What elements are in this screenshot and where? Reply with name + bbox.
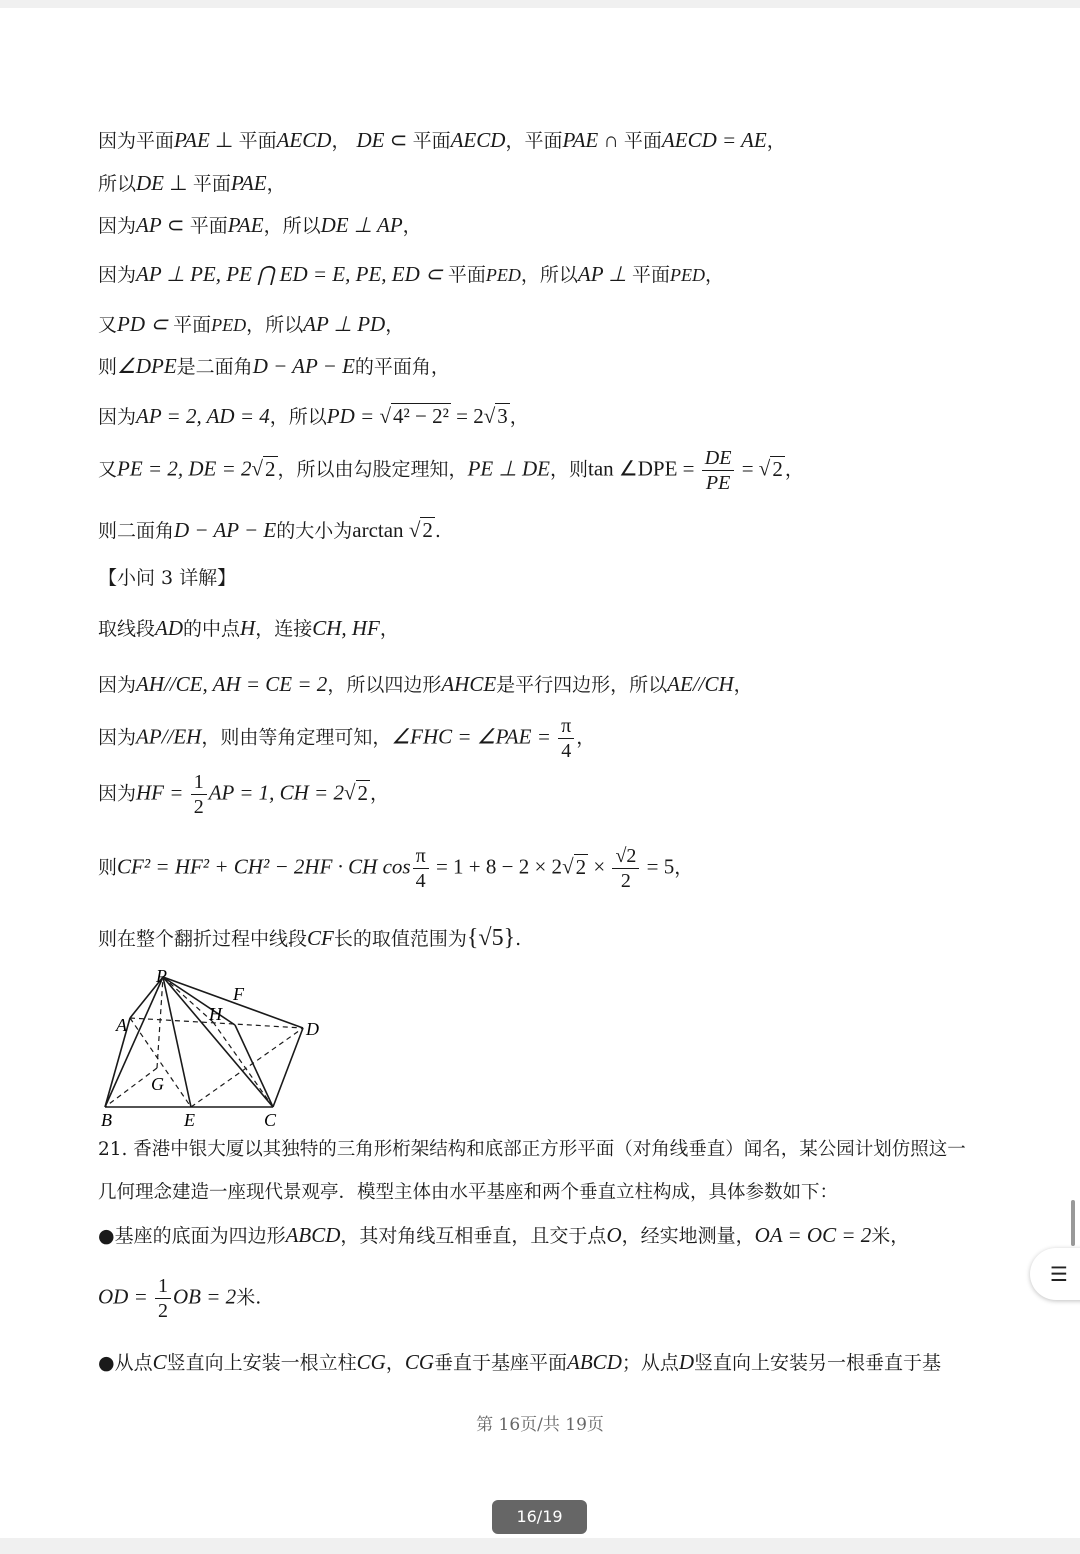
menu-button[interactable] — [1030, 1248, 1080, 1300]
text-line-6: 则∠DPE是二面角D − AP − E的平面角， — [98, 354, 450, 378]
text-line-8: 又PE = 2, DE = 2√2 ，所以由勾股定理知，PE ⊥ DE，则tan ∠DPE = $\frac{DE}{PE}$ = √2 ， — [98, 447, 804, 494]
label-G: G — [151, 1074, 164, 1094]
text-line-14: 因为HF = $\frac{1}{2}$ AP = 1, CH = 2√2 ， — [98, 771, 390, 818]
text-line-16: 则在整个翻折过程中线段CF长的取值范围为{√5}. — [98, 925, 522, 951]
problem-21-line-5: ●从点C竖直向上安装一根立柱CG，CG垂直于基座平面ABCD；从点D竖直向上安装另一根垂直于基 — [98, 1350, 942, 1374]
text-line-15: 则CF² = HF² + CH² − 2HF · CH cos $\frac{\pi}{4}$ = 1 + 8 − 2 × 2√2 × $\frac{√2}{2}$ = 5， — [98, 845, 694, 892]
text-line-11: 取线段AD的中点H，连接CH, HF， — [98, 616, 399, 640]
text-line-3: 因为AP ⊂ 平面PAE，所以DE ⊥ AP， — [98, 213, 422, 237]
label-E: E — [184, 1110, 195, 1130]
text-line-4: 因为AP ⊥ PE, PE ⋂ ED = E, PE, ED ⊂ 平面PED，所以AP ⊥ 平面PED， — [98, 262, 724, 286]
fraction-sqrt2-2: $\frac{√2}{2}$ — [612, 844, 639, 893]
text-line-2: 所以DE ⊥ 平面PAE， — [98, 171, 286, 195]
problem-21-line-2: 几何理念建造一座现代景观亭．模型主体由水平基座和两个垂直立柱构成，具体参数如下： — [98, 1182, 839, 1203]
page-footer: 第 16页/共 19页 — [476, 1415, 604, 1435]
top-strip — [0, 0, 1080, 8]
text-line-7: 因为AP = 2, AD = 4，所以PD = √4² − 2² = 2√3 ， — [98, 404, 529, 428]
page-indicator-badge: 16/19 — [492, 1500, 587, 1534]
fraction-1-2: $\frac{1}{2}$ — [191, 770, 207, 819]
fraction-pi-4-b: $\frac{\pi}{4}$ — [413, 844, 429, 893]
label-C: C — [264, 1110, 277, 1130]
label-D: D — [306, 1019, 319, 1039]
text-line-9: 则二面角D − AP − E的大小为arctan √2 . — [98, 518, 441, 542]
geometry-figure — [95, 960, 335, 1130]
menu-icon: ☰ — [1050, 1262, 1068, 1286]
fraction-1-2-b: $\frac{1}{2}$ — [155, 1274, 171, 1323]
label-B: B — [101, 1110, 112, 1130]
label-F: F — [233, 984, 244, 1004]
text-line-12: 因为AH//CE, AH = CE = 2，所以四边形AHCE是平行四边形，所以AE//CH， — [98, 672, 753, 696]
text-line-5: 又PD ⊂ 平面PED，所以AP ⊥ PD， — [98, 312, 405, 336]
label-P: P — [156, 966, 167, 986]
section-heading: 【小问 3 详解】 — [98, 567, 237, 589]
text-line-13: 因为AP//EH，则由等角定理可知，∠FHC = ∠PAE = $\frac{\pi}{4}$ ， — [98, 715, 596, 762]
label-A: A — [116, 1015, 127, 1035]
document-page — [0, 8, 1080, 1538]
problem-21-line-1: 21. 香港中银大厦以其独特的三角形桁架结构和底部正方形平面（对角线垂直）闻名，某公园计划仿照这一 — [98, 1139, 966, 1160]
fraction-pi-4: $\frac{\pi}{4}$ — [558, 714, 574, 763]
text-line-1: 因为平面PAE ⊥ 平面AECD， DE ⊂ 平面AECD，平面PAE ∩ 平面AECD = AE， — [98, 128, 786, 152]
problem-21-line-3: ●基座的底面为四边形ABCD，其对角线互相垂直，且交于点O，经实地测量，OA = OC = 2米， — [98, 1223, 910, 1247]
problem-21-line-4: OD = $\frac{1}{2}$ OB = 2米. — [98, 1275, 262, 1322]
label-H: H — [209, 1004, 222, 1024]
fraction-de-pe: $\frac{DE}{PE}$ — [702, 446, 735, 495]
scrollbar-thumb[interactable] — [1071, 1200, 1075, 1246]
